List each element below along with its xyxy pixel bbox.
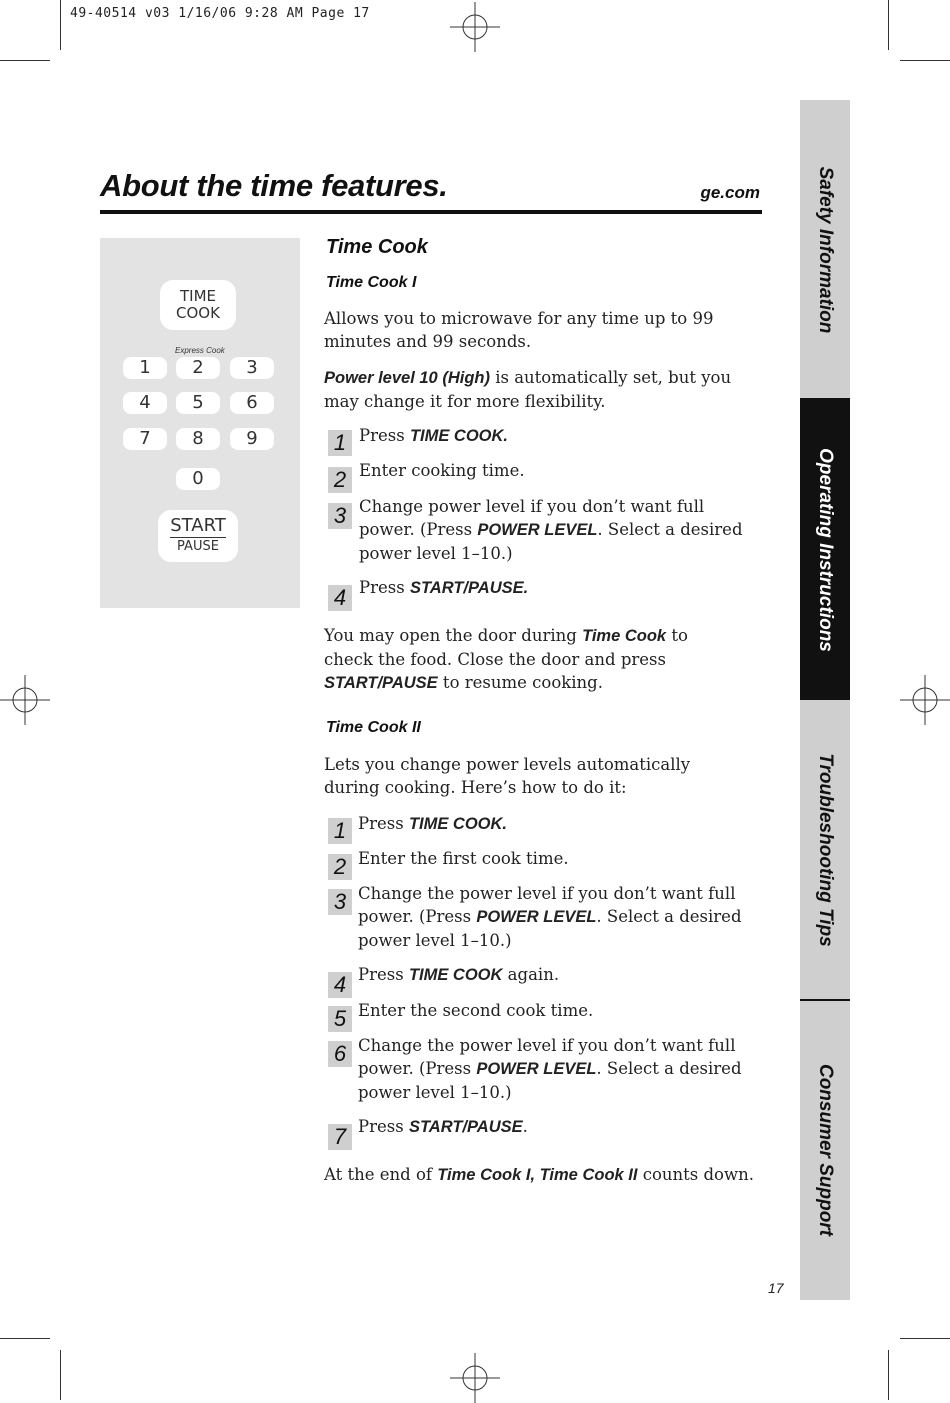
end-note-part: At the end of [324,1165,438,1184]
section-tabs [800,100,850,1300]
key-separator [170,537,226,538]
step-text-part: . [522,1117,528,1136]
crop-mark [888,0,889,50]
step-text [358,1115,763,1139]
end-note [324,1163,754,1187]
step-number: 4 [328,972,352,998]
key-label: COOK [176,304,220,322]
crop-mark [0,60,50,61]
step-text-bold: POWER LEVEL [476,908,597,926]
step-text-part: Press [358,965,409,984]
step-text-bold: START/PAUSE. [409,579,529,597]
step-text-part: Press [358,814,409,833]
step-number: 7 [328,1124,352,1150]
page-number: 17 [768,1280,784,1296]
digit-key: 4 [123,392,167,414]
step-text [359,424,759,448]
tab-divider [800,999,850,1001]
step-text-part: Change the power level if you don’t want full power. (Press [358,1036,736,1078]
key-label: START [170,515,226,536]
step-number: 6 [328,1041,352,1067]
step-text [358,847,763,870]
page-title: About the time features. [100,168,448,203]
step-number: 1 [328,818,352,844]
digit-key: 2 [176,357,220,379]
step-number: 3 [328,503,352,529]
step-text-bold: START/PAUSE [408,1118,523,1136]
step-number: 3 [328,889,352,915]
door-note [324,624,734,695]
digit-key: 7 [123,428,167,450]
step-text-bold: POWER LEVEL [477,521,598,539]
step-text [358,999,763,1022]
step-text [359,495,744,565]
subheading-time-cook-2: Time Cook II [326,719,421,736]
crop-mark [900,60,950,61]
step-text-part: . Select a desired power level 1–10.) [359,520,743,563]
digit-key: 6 [230,392,274,414]
step-text-part: . Select a desired power level 1–10.) [358,1059,742,1102]
intro-text: Allows you to microwave for any time up to 99 minutes and 99 seconds. [324,309,714,351]
step-text-part: Press [359,578,410,597]
step-text-part: again. [502,965,560,984]
step-text [359,576,759,600]
step-text [358,882,763,952]
tab-label: Safety Information [815,166,836,334]
registration-mark-icon [900,675,950,725]
crop-mark [888,1350,889,1400]
door-note-bold: START/PAUSE [324,674,438,692]
start-pause-key [158,510,238,562]
tab-label: Troubleshooting Tips [815,753,836,947]
step-text [358,812,763,836]
step-text-part: . Select a desired power level 1–10.) [358,907,742,950]
digit-key: 3 [230,357,274,379]
crop-mark [0,1338,50,1339]
tab-label: Operating Instructions [815,448,836,652]
key-label: PAUSE [177,539,219,554]
title-divider [100,210,762,214]
step-text-part: Enter the second cook time. [358,1001,594,1020]
step-text-part: Enter the first cook time. [358,849,569,868]
step-text [358,1034,763,1104]
step-number: 5 [328,1006,352,1032]
key-label: TIME [179,287,216,305]
crop-mark [60,0,61,50]
crop-mark [60,1350,61,1400]
registration-mark-icon [450,1353,500,1403]
step-text-bold: TIME COOK. [409,427,509,445]
step-text-bold: TIME COOK [408,966,503,984]
step-number: 2 [328,854,352,880]
tab-divider [800,398,850,400]
step-text [359,459,759,482]
time-cook-key [160,280,236,330]
step-text-bold: POWER LEVEL [476,1060,597,1078]
digit-key: 9 [230,428,274,450]
tab-troubleshooting-tips[interactable] [800,700,850,1000]
step-text-part: Press [359,426,410,445]
step-number: 4 [328,585,352,611]
power-level-bold: Power level 10 (High) [324,369,490,387]
step-text-part: Enter cooking time. [359,461,525,480]
digit-key: 0 [176,468,220,490]
door-note-part: to check the food. Close the door and press [324,626,688,669]
site-link: ge.com [700,183,760,202]
power-level-note [324,366,744,413]
step-text-part: Change the power level if you don’t want full power. (Press [358,884,736,926]
digit-key: 1 [123,357,167,379]
tab-label: Consumer Support [815,1063,836,1237]
end-note-part: counts down. [637,1165,754,1184]
crop-mark [900,1338,950,1339]
step-number: 2 [328,467,352,493]
tab-safety-information[interactable] [800,100,850,400]
step-text-bold: TIME COOK. [408,815,508,833]
registration-mark-icon [450,2,500,52]
door-note-part: to resume cooking. [437,673,603,692]
step-text [358,963,763,987]
end-note-bold: Time Cook I, Time Cook II [437,1166,638,1184]
door-note-part: You may open the door during [324,626,583,645]
digit-key: 5 [176,392,220,414]
step-text-part: Press [358,1117,409,1136]
step-text-part: Change power level if you don’t want full power. (Press [359,497,705,539]
tab-consumer-support[interactable] [800,1000,850,1300]
print-slug: 49-40514 v03 1/16/06 9:28 AM Page 17 [70,6,370,21]
digit-key: 8 [176,428,220,450]
tab-operating-instructions[interactable] [800,400,850,700]
subheading-time-cook-1: Time Cook I [326,274,417,291]
intro-text: Lets you change power levels automatically during cooking. Here’s how to do it: [324,755,691,797]
door-note-bold: Time Cook [582,627,667,645]
express-cook-label: Express Cook [175,346,225,355]
registration-mark-icon [0,675,50,725]
step-number: 1 [328,430,352,456]
section-heading: Time Cook [326,236,428,258]
power-level-rest: is automatically set, but you may change it for more flexibility. [324,368,732,411]
